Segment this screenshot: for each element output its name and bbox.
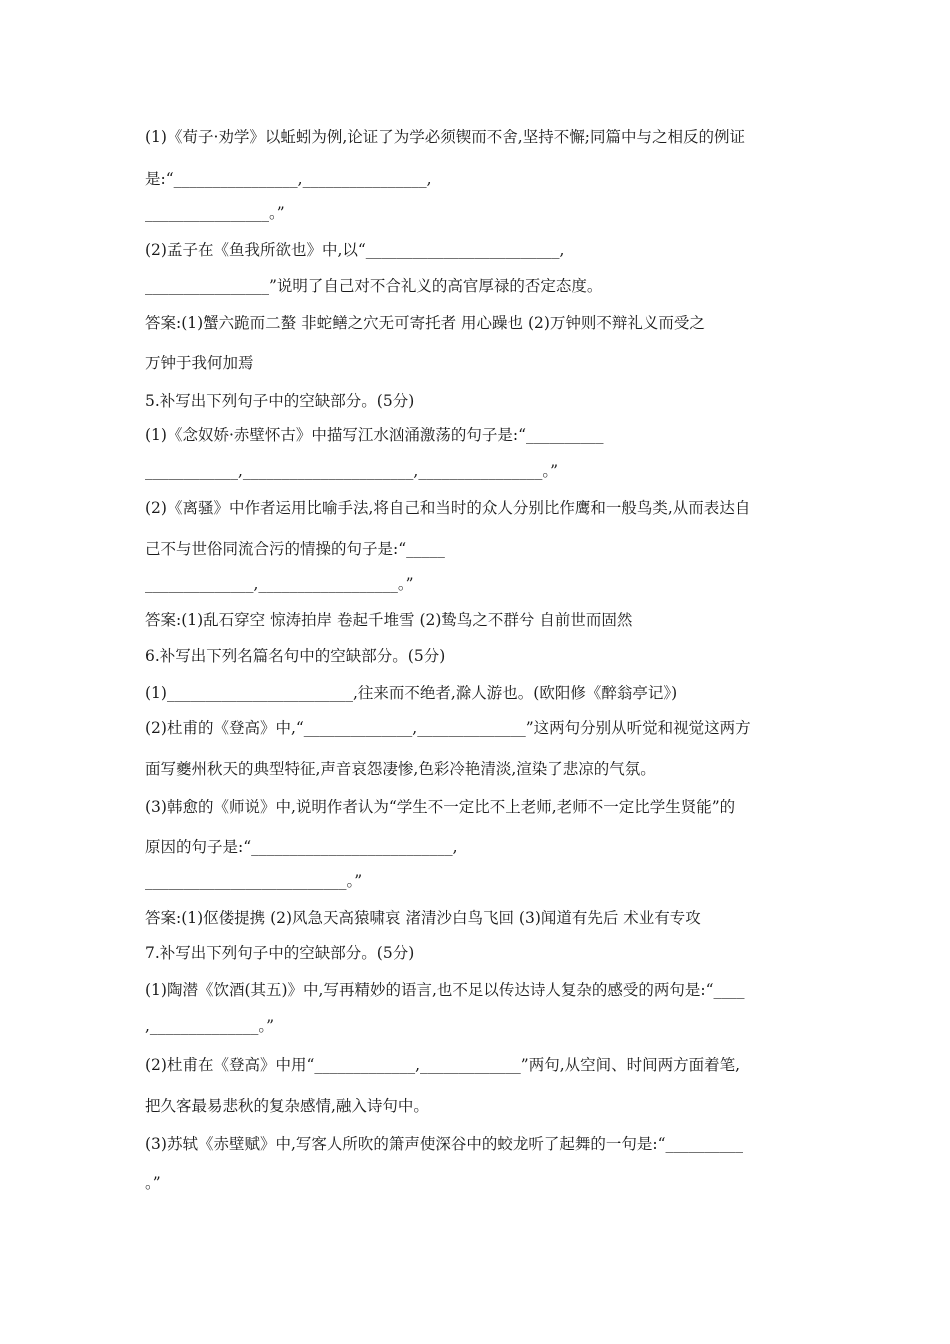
- q5-part2-line2: 己不与世俗同流合污的情操的句子是:“_____: [145, 540, 445, 558]
- q4-answer-line1: 答案:(1)蟹六跪而二螯 非蛇鳝之穴无可寄托者 用心躁也 (2)万钟则不辩礼义而受之: [145, 314, 705, 332]
- q7-part3-line1: (3)苏轼《赤壁赋》中,写客人所吹的箫声使深谷中的蛟龙听了起舞的一句是:“__________: [145, 1135, 744, 1153]
- q4-part2-line1: (2)孟子在《鱼我所欲也》中,以“_________________________,: [145, 241, 565, 259]
- q6-part3-line3: __________________________。”: [145, 872, 363, 890]
- q4-part1-line1: (1)《荀子·劝学》以蚯蚓为例,论证了为学必须锲而不舍,坚持不懈;同篇中与之相反的例证: [145, 128, 745, 146]
- q4-answer-line2: 万钟于我何加焉: [145, 354, 254, 372]
- q7-part1-line2: ,______________。”: [145, 1017, 275, 1035]
- q6-part1: (1)________________________,往来而不绝者,滁人游也。(欧阳修《醉翁亭记》): [145, 684, 678, 702]
- q4-part2-line2: ________________”说明了自己对不合礼义的高官厚禄的否定态度。: [145, 277, 603, 295]
- q6-answer: 答案:(1)伛偻提携 (2)风急天高猿啸哀 渚清沙白鸟飞回 (3)闻道有先后 术业有专攻: [145, 909, 701, 927]
- q6-part2-line1: (2)杜甫的《登高》中,“______________,______________”这两句分别从听觉和视觉这两方: [145, 719, 751, 737]
- q7-part3-line2: 。”: [145, 1174, 161, 1192]
- q7-part2-line2: 把久客最易悲秋的复杂感情,融入诗句中。: [145, 1097, 429, 1115]
- q7-part1-line1: (1)陶潜《饮酒(其五)》中,写再精妙的语言,也不足以传达诗人复杂的感受的两句是:“____: [145, 981, 745, 999]
- q5-title: 5.补写出下列句子中的空缺部分。(5分): [145, 392, 415, 410]
- q6-part3-line1: (3)韩愈的《师说》中,说明作者认为“学生不一定比不上老师,老师不一定比学生贤能”的: [145, 798, 736, 816]
- q5-part1-line2: ____________,______________________,________________。”: [145, 462, 559, 480]
- q6-part3-line2: 原因的句子是:“__________________________,: [145, 838, 458, 856]
- q4-part1-line3: ________________。”: [145, 204, 285, 222]
- q6-part2-line2: 面写夔州秋天的典型特征,声音哀怨凄惨,色彩冷艳清淡,渲染了悲凉的气氛。: [145, 760, 656, 778]
- q5-part2-line1: (2)《离骚》中作者运用比喻手法,将自己和当时的众人分别比作鹰和一般鸟类,从而表达自: [145, 499, 751, 517]
- q7-part2-line1: (2)杜甫在《登高》中用“_____________,_____________”两句,从空间、时间两方面着笔,: [145, 1056, 741, 1074]
- q5-part2-line3: ______________,__________________。”: [145, 575, 414, 593]
- q6-title: 6.补写出下列名篇名句中的空缺部分。(5分): [145, 647, 446, 665]
- q5-part1-line1: (1)《念奴娇·赤壁怀古》中描写江水汹涌激荡的句子是:“__________: [145, 426, 604, 444]
- q7-title: 7.补写出下列句子中的空缺部分。(5分): [145, 944, 415, 962]
- q4-part1-line2: 是:“________________,________________,: [145, 170, 432, 188]
- q5-answer: 答案:(1)乱石穿空 惊涛拍岸 卷起千堆雪 (2)鸷鸟之不群兮 自前世而固然: [145, 611, 633, 629]
